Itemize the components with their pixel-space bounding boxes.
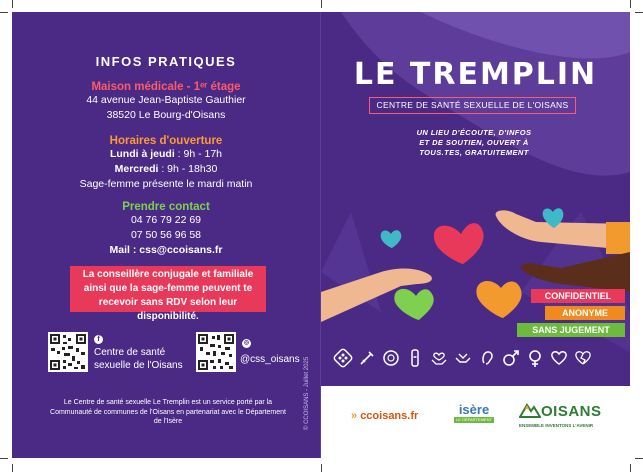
infos-heading: INFOS PRATIQUES — [95, 54, 237, 69]
crop-mark — [630, 464, 631, 472]
hours-title: Horaires d'ouverture — [109, 135, 223, 147]
hands-heart-icon — [429, 348, 449, 368]
hours-line1 — [12, 147, 320, 162]
broken-heart-icon — [573, 348, 593, 368]
contact-title: Prendre contact — [122, 201, 210, 213]
blue-heart-icon — [381, 230, 402, 248]
hours-note: Sage-femme présente le mardi matin — [79, 178, 253, 190]
qr-icon — [196, 332, 236, 372]
crop-mark — [0, 458, 8, 459]
footer-text: Le Centre de santé sexuelle Le Tremplin est un service porté par la Communauté de communes de l'Oisans en partenariat avec le Département de l'Isère — [50, 399, 286, 425]
contact-phone2: 07 50 56 96 58 — [130, 229, 202, 241]
qr-icon — [48, 332, 88, 372]
brochure-sheet — [12, 12, 630, 458]
contact-phone1: 04 76 79 22 69 — [130, 214, 202, 226]
crop-mark — [12, 0, 13, 8]
syringe-icon — [357, 348, 377, 368]
crop-mark — [635, 458, 643, 459]
credit-text: © CCOISANS - Juillet 2025 — [304, 356, 310, 430]
tag-sans-jugement: SANS JUGEMENT — [517, 323, 625, 337]
pink-heart-icon — [434, 223, 484, 264]
crop-mark — [321, 0, 322, 8]
ccoisans-logo[interactable] — [351, 410, 418, 422]
instagram-label: @css_oisans — [240, 354, 300, 365]
pictogram-row — [333, 348, 623, 372]
condom-icon — [381, 348, 401, 368]
crop-mark — [321, 464, 322, 472]
address-line1: 44 avenue Jean-Baptiste Gauthier — [86, 94, 246, 106]
hours-day2: Mercredi — [114, 163, 159, 175]
isere-logo[interactable] — [454, 402, 494, 426]
facebook-line2: sexuelle de l'Oisans — [94, 360, 183, 371]
contact-mail[interactable]: css@ccoisans.fr — [139, 244, 223, 256]
crop-mark — [12, 464, 13, 472]
orange-heart-icon — [476, 281, 521, 318]
mountain-icon — [519, 402, 541, 418]
oisans-logo[interactable] — [519, 396, 609, 436]
address-line2: 38520 Le Bourg-d'Oisans — [106, 109, 226, 121]
notice-box: La conseillère conjugale et familiale ainsi que la sage-femme peuvent te recevoir sans RDV selon leur disponibilité. — [70, 266, 266, 312]
green-heart-icon — [394, 289, 433, 320]
contact-block — [12, 201, 320, 258]
ccoisans-text: ccoisans.fr — [360, 410, 419, 422]
cover-panel — [321, 12, 630, 458]
crop-mark — [635, 12, 643, 13]
facebook-line1: Centre de santé — [94, 347, 166, 358]
pill-blister-icon — [333, 348, 353, 368]
pregnancy-test-icon — [405, 348, 425, 368]
chevrons-icon: » — [351, 410, 358, 422]
contact-mail-label: Mail : — [109, 244, 140, 256]
brochure-title: LE TREMPLIN — [353, 57, 598, 92]
brochure-subtitle: CENTRE DE SANTÉ SEXUELLE DE L'OISANS — [369, 97, 576, 114]
tag-confidentiel: CONFIDENTIEL — [531, 289, 625, 303]
heart-outline-icon — [549, 348, 569, 368]
brochure-tagline: UN LIEU D'ÉCOUTE, D'INFOS ET DE SOUTIEN, OUVERT À TOUS.TES, GRATUITEMENT — [416, 128, 532, 157]
hours-time2: : 9h - 18h30 — [158, 163, 218, 175]
crop-mark — [0, 12, 8, 13]
qr-code-facebook[interactable] — [48, 332, 88, 372]
hands-hearts-illustration — [321, 172, 630, 372]
oisans-subtext: ENSEMBLE INVENTONS L'AVENIR — [519, 423, 594, 428]
address-block — [12, 81, 320, 123]
isere-subtext: LE DÉPARTEMENT — [454, 417, 494, 423]
oisans-text: OISANS — [541, 403, 602, 420]
ear-icon — [477, 348, 497, 368]
qr-code-instagram[interactable] — [196, 332, 236, 372]
hours-day1: Lundi à jeudi — [109, 148, 175, 160]
hours-block — [12, 135, 320, 192]
contact-mail-line — [12, 243, 320, 258]
male-symbol-icon — [501, 348, 521, 368]
hours-line2 — [12, 162, 320, 177]
info-panel — [12, 12, 320, 458]
tag-anonyme: ANONYME — [545, 306, 625, 320]
facebook-icon[interactable]: f — [94, 335, 103, 344]
facebook-label — [94, 346, 183, 372]
hands-holding-icon — [453, 348, 473, 368]
address-title: Maison médicale - 1ᵉʳ étage — [91, 81, 241, 93]
hours-time1: : 9h - 17h — [174, 148, 223, 160]
instagram-icon[interactable]: ◎ — [243, 340, 250, 346]
crop-mark — [630, 0, 631, 8]
female-symbol-icon — [525, 348, 545, 368]
isere-text: isère — [458, 402, 490, 417]
